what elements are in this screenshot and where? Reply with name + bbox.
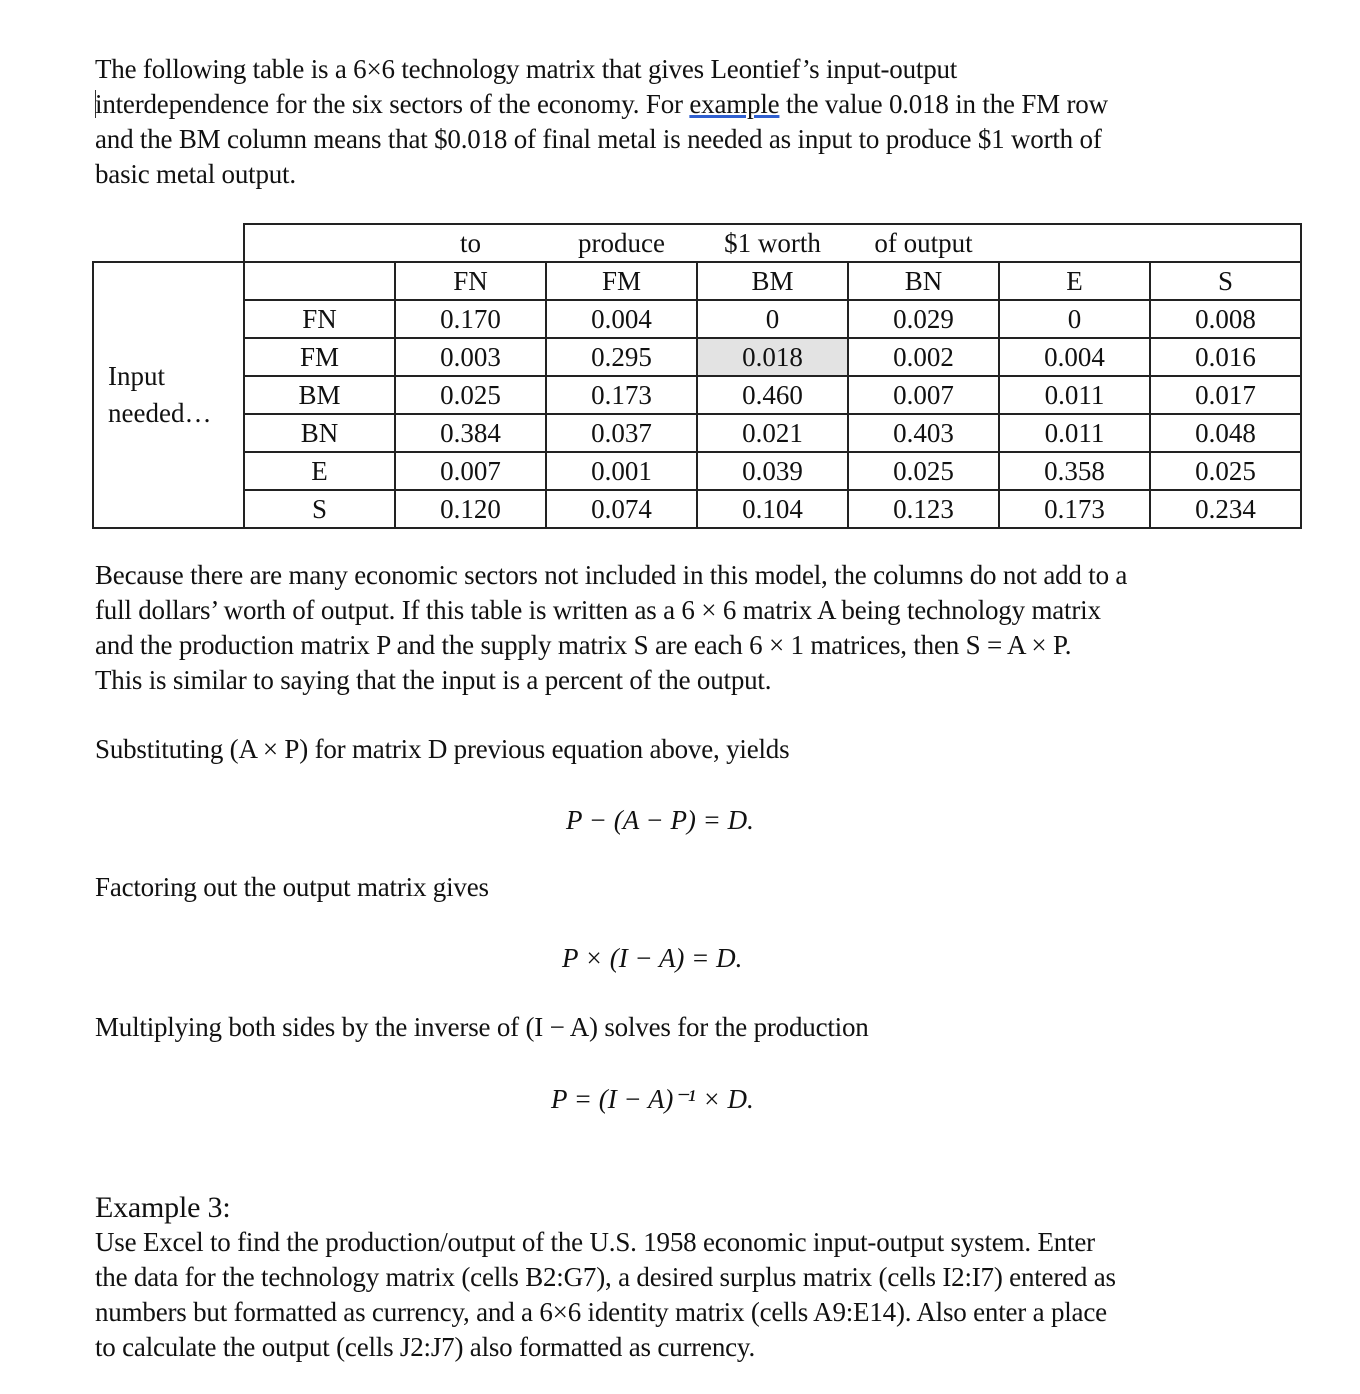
table-top-header-row [93, 224, 1301, 262]
column-header-row [93, 262, 1301, 300]
table-cell: 0.295 [546, 338, 697, 376]
intro-line: basic metal output. [95, 159, 296, 189]
technology-matrix-table [92, 223, 1302, 529]
intro-text: the value 0.018 in the FM row [779, 89, 1108, 119]
column-header: S [1150, 262, 1301, 300]
column-header: BN [848, 262, 999, 300]
table-cell: 0.460 [697, 376, 848, 414]
factoring-text: Factoring out the output matrix gives [95, 872, 489, 902]
paragraph-line: and the production matrix P and the supply matrix S are each 6 × 1 matrices, then S = A × P. [95, 630, 1072, 660]
spellcheck-word[interactable]: example [689, 89, 780, 119]
header-cell: of output [848, 224, 999, 262]
table-row [93, 376, 1301, 414]
table-cell: 0.074 [546, 490, 697, 528]
table-row [93, 452, 1301, 490]
table-cell: 0.011 [999, 414, 1150, 452]
paragraph-line: Because there are many economic sectors not included in this model, the columns do not add to a [95, 560, 1128, 590]
row-label: BM [244, 376, 395, 414]
table-cell: 0 [999, 300, 1150, 338]
column-header: FN [395, 262, 546, 300]
row-label: FN [244, 300, 395, 338]
table-cell: 0.018 [697, 338, 848, 376]
table-cell: 0.048 [1150, 414, 1301, 452]
table-cell: 0.039 [697, 452, 848, 490]
table-row [93, 338, 1301, 376]
header-cell: produce [546, 224, 697, 262]
example-line: to calculate the output (cells J2:J7) also formatted as currency. [95, 1332, 756, 1362]
row-label: BN [244, 414, 395, 452]
table-cell: 0.170 [395, 300, 546, 338]
row-label: E [244, 452, 395, 490]
table-cell: 0.025 [1150, 452, 1301, 490]
table-cell: 0.123 [848, 490, 999, 528]
table-cell: 0.017 [1150, 376, 1301, 414]
intro-line: and the BM column means that $0.018 of final metal is needed as input to produce $1 worth of [95, 124, 1102, 154]
table-cell: 0.001 [546, 452, 697, 490]
table-cell: 0.037 [546, 414, 697, 452]
paragraph-line: full dollars’ worth of output. If this table is written as a 6 × 6 matrix A being technology matrix [95, 595, 1101, 625]
example-line: Use Excel to find the production/output of the U.S. 1958 economic input-output system. Enter [95, 1227, 1095, 1257]
table-row [93, 300, 1301, 338]
equation-1: P − (A − P) = D. [566, 805, 754, 835]
table-cell: 0.008 [1150, 300, 1301, 338]
empty-cell [244, 262, 395, 300]
empty-cell [1150, 224, 1301, 262]
table-cell: 0.025 [848, 452, 999, 490]
table-cell: 0.234 [1150, 490, 1301, 528]
row-group-label [93, 262, 244, 528]
table-cell: 0.120 [395, 490, 546, 528]
example-heading: Example 3: [95, 1191, 231, 1224]
row-group-label-line: needed… [108, 398, 212, 428]
intro-text: nterdependence for the six sectors of the economy. For [102, 89, 690, 119]
column-header: E [999, 262, 1150, 300]
table-cell: 0.384 [395, 414, 546, 452]
row-label: FM [244, 338, 395, 376]
example-line: the data for the technology matrix (cells B2:G7), a desired surplus matrix (cells I2:I7) entered as [95, 1262, 1116, 1292]
table-cell: 0.173 [999, 490, 1150, 528]
paragraph-line: This is similar to saying that the input is a percent of the output. [95, 665, 772, 695]
column-header: FM [546, 262, 697, 300]
table-cell: 0.104 [697, 490, 848, 528]
header-cell: $1 worth [697, 224, 848, 262]
column-header: BM [697, 262, 848, 300]
table-cell: 0.016 [1150, 338, 1301, 376]
equation-2: P × (I − A) = D. [562, 943, 743, 973]
table-cell: 0.025 [395, 376, 546, 414]
multiplying-text: Multiplying both sides by the inverse of (I − A) solves for the production [95, 1012, 869, 1042]
table-cell: 0.004 [546, 300, 697, 338]
table-cell: 0.029 [848, 300, 999, 338]
table-cell: 0.011 [999, 376, 1150, 414]
explanation-paragraph [95, 558, 1127, 698]
table-cell: 0 [697, 300, 848, 338]
empty-cell [93, 224, 244, 262]
empty-cell [999, 224, 1150, 262]
intro-line: The following table is a 6×6 technology matrix that gives Leontief’s input-output [95, 54, 958, 84]
table-row [93, 490, 1301, 528]
table-cell: 0.173 [546, 376, 697, 414]
substituting-text: Substituting (A × P) for matrix D previous equation above, yields [95, 734, 790, 764]
row-group-label-line: Input [108, 361, 165, 391]
empty-cell [244, 224, 395, 262]
table-cell: 0.021 [697, 414, 848, 452]
intro-line [95, 87, 1108, 122]
table-cell: 0.004 [999, 338, 1150, 376]
table-cell: 0.007 [395, 452, 546, 490]
row-label: S [244, 490, 395, 528]
table-cell: 0.358 [999, 452, 1150, 490]
example-line: numbers but formatted as currency, and a 6×6 identity matrix (cells A9:E14). Also enter a place [95, 1297, 1107, 1327]
intro-paragraph [95, 52, 1108, 192]
table-cell: 0.002 [848, 338, 999, 376]
intro-text: i [95, 89, 103, 119]
table-row [93, 414, 1301, 452]
example-section [95, 1190, 1116, 1365]
equation-3: P = (I − A)⁻¹ × D. [551, 1084, 754, 1114]
header-cell: to [395, 224, 546, 262]
table-cell: 0.007 [848, 376, 999, 414]
table-cell: 0.403 [848, 414, 999, 452]
table-cell: 0.003 [395, 338, 546, 376]
